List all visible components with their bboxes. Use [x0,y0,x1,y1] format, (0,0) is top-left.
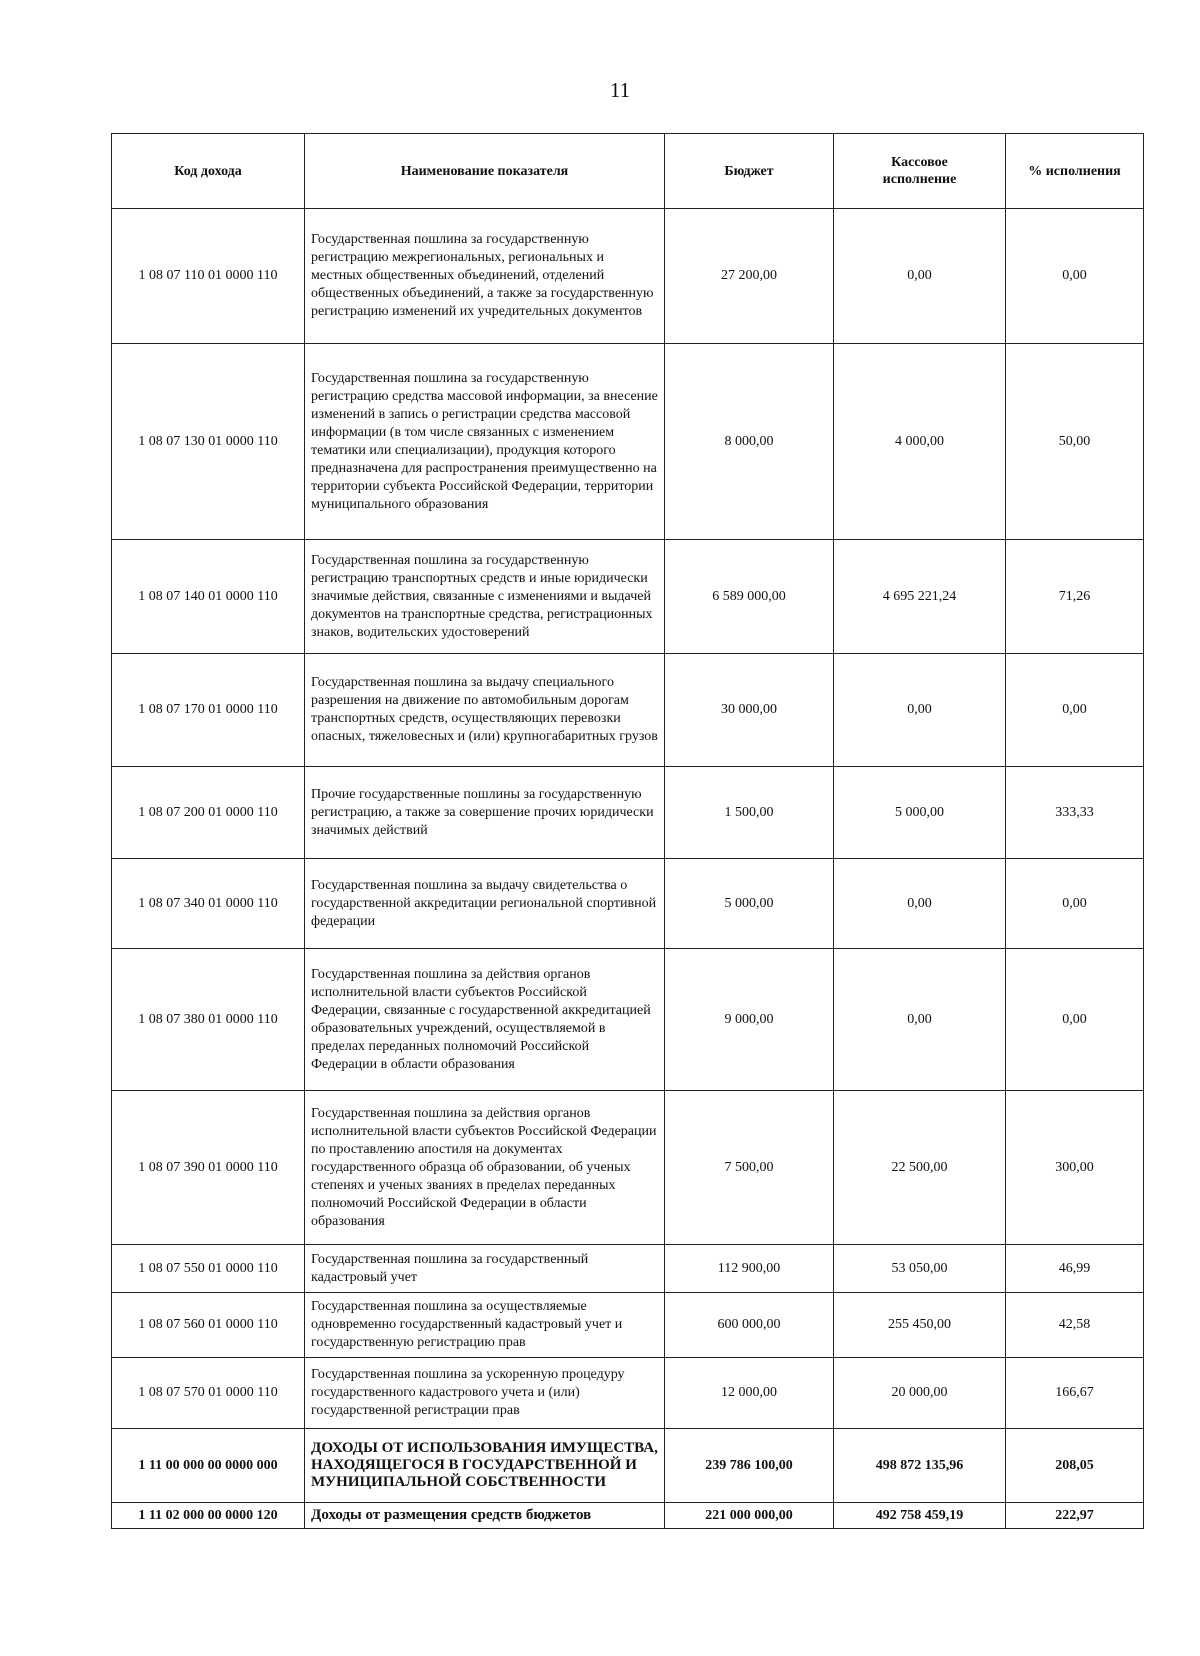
page-number: 11 [609,78,631,102]
row-name: Государственная пошлина за государственный кадастровый учет [305,1245,665,1293]
row-name: Государственная пошлина за действия органов исполнительной власти субъектов Российской Федерации, связанные с государственной аккредитацией образовательных учреждений, осуществляемой в пределах переданных полномочий Российской Федерации в области образования [305,949,665,1091]
table-row [112,344,1144,540]
row-code: 1 08 07 170 01 0000 110 [112,654,305,767]
row-cash: 0,00 [834,859,1006,949]
row-code: 1 08 07 550 01 0000 110 [112,1245,305,1293]
row-percent: 222,97 [1006,1503,1144,1529]
row-name: Государственная пошлина за выдачу специального разрешения на движение по автомобильным дорогам транспортных средств, осуществляющих перевозки опасных, тяжеловесных и (или) крупногабаритных грузов [305,654,665,767]
row-name: Государственная пошлина за государственную регистрацию межрегиональных, региональных и местных общественных объединений, отделений общественных объединений, а также за государственную регистрацию изменений их учредительных документов [305,209,665,344]
table-row [112,949,1144,1091]
table-header-row [112,134,1144,209]
row-name: Государственная пошлина за действия органов исполнительной власти субъектов Российской Федерации по проставлению апостиля на документах государственного образца об образовании, об ученых степенях и ученых званиях в пределах переданных полномочий Российской Федерации в области образования [305,1091,665,1245]
row-budget: 30 000,00 [665,654,834,767]
table-row [112,1358,1144,1429]
table-row [112,1245,1144,1293]
table-row [112,859,1144,949]
table-row-section-total [112,1429,1144,1503]
table-row-subtotal [112,1503,1144,1529]
row-cash: 0,00 [834,209,1006,344]
row-code: 1 08 07 390 01 0000 110 [112,1091,305,1245]
row-name: Прочие государственные пошлины за государственную регистрацию, а также за совершение прочих юридически значимых действий [305,767,665,859]
row-percent: 0,00 [1006,209,1144,344]
row-name: ДОХОДЫ ОТ ИСПОЛЬЗОВАНИЯ ИМУЩЕСТВА, НАХОДЯЩЕГОСЯ В ГОСУДАРСТВЕННОЙ И МУНИЦИПАЛЬНОЙ СОБСТВЕННОСТИ [305,1429,665,1503]
row-budget: 27 200,00 [665,209,834,344]
table-row [112,209,1144,344]
row-budget: 9 000,00 [665,949,834,1091]
row-percent: 300,00 [1006,1091,1144,1245]
row-code: 1 08 07 340 01 0000 110 [112,859,305,949]
row-percent: 333,33 [1006,767,1144,859]
row-cash: 0,00 [834,949,1006,1091]
row-name: Доходы от размещения средств бюджетов [305,1503,665,1529]
header-budget: Бюджет [665,134,834,209]
row-code: 1 08 07 200 01 0000 110 [112,767,305,859]
row-budget: 12 000,00 [665,1358,834,1429]
row-cash: 492 758 459,19 [834,1503,1006,1529]
row-code: 1 08 07 380 01 0000 110 [112,949,305,1091]
header-percent: % исполнения [1006,134,1144,209]
header-cash: Кассовое исполнение [834,134,1006,209]
row-percent: 0,00 [1006,859,1144,949]
row-name: Государственная пошлина за государственную регистрацию средства массовой информации, за внесение изменений в запись о регистрации средства массовой информации (в том числе связанных с изменением тематики или специализации), продукция которого предназначена для распространения преимущественно на территории субъекта Российской Федерации, территории муниципального образования [305,344,665,540]
row-cash: 0,00 [834,654,1006,767]
row-budget: 1 500,00 [665,767,834,859]
row-name: Государственная пошлина за осуществляемые одновременно государственный кадастровый учет и государственную регистрацию прав [305,1293,665,1358]
row-budget: 239 786 100,00 [665,1429,834,1503]
row-name: Государственная пошлина за выдачу свидетельства о государственной аккредитации региональной спортивной федерации [305,859,665,949]
table-row [112,1091,1144,1245]
row-budget: 6 589 000,00 [665,540,834,654]
table-row [112,767,1144,859]
row-cash: 4 000,00 [834,344,1006,540]
row-percent: 208,05 [1006,1429,1144,1503]
row-cash: 20 000,00 [834,1358,1006,1429]
row-budget: 600 000,00 [665,1293,834,1358]
row-percent: 42,58 [1006,1293,1144,1358]
table-row [112,540,1144,654]
row-cash: 4 695 221,24 [834,540,1006,654]
row-code: 1 08 07 130 01 0000 110 [112,344,305,540]
row-code: 1 11 02 000 00 0000 120 [112,1503,305,1529]
row-code: 1 08 07 110 01 0000 110 [112,209,305,344]
row-cash: 5 000,00 [834,767,1006,859]
row-code: 1 08 07 570 01 0000 110 [112,1358,305,1429]
row-cash: 22 500,00 [834,1091,1006,1245]
row-code: 1 11 00 000 00 0000 000 [112,1429,305,1503]
row-budget: 8 000,00 [665,344,834,540]
row-budget: 7 500,00 [665,1091,834,1245]
row-percent: 0,00 [1006,654,1144,767]
row-code: 1 08 07 560 01 0000 110 [112,1293,305,1358]
header-code: Код дохода [112,134,305,209]
row-percent: 0,00 [1006,949,1144,1091]
header-name: Наименование показателя [305,134,665,209]
row-name: Государственная пошлина за государственную регистрацию транспортных средств и иные юридически значимые действия, связанные с изменениями и выдачей документов на транспортные средства, регистрационных знаков, водительских удостоверений [305,540,665,654]
row-percent: 50,00 [1006,344,1144,540]
table-row [112,654,1144,767]
row-budget: 221 000 000,00 [665,1503,834,1529]
row-percent: 71,26 [1006,540,1144,654]
row-budget: 112 900,00 [665,1245,834,1293]
row-cash: 498 872 135,96 [834,1429,1006,1503]
row-name: Государственная пошлина за ускоренную процедуру государственного кадастрового учета и (или) государственной регистрации прав [305,1358,665,1429]
row-percent: 46,99 [1006,1245,1144,1293]
row-cash: 53 050,00 [834,1245,1006,1293]
table-row [112,1293,1144,1358]
row-budget: 5 000,00 [665,859,834,949]
row-cash: 255 450,00 [834,1293,1006,1358]
row-percent: 166,67 [1006,1358,1144,1429]
revenue-table [111,133,1144,1529]
row-code: 1 08 07 140 01 0000 110 [112,540,305,654]
